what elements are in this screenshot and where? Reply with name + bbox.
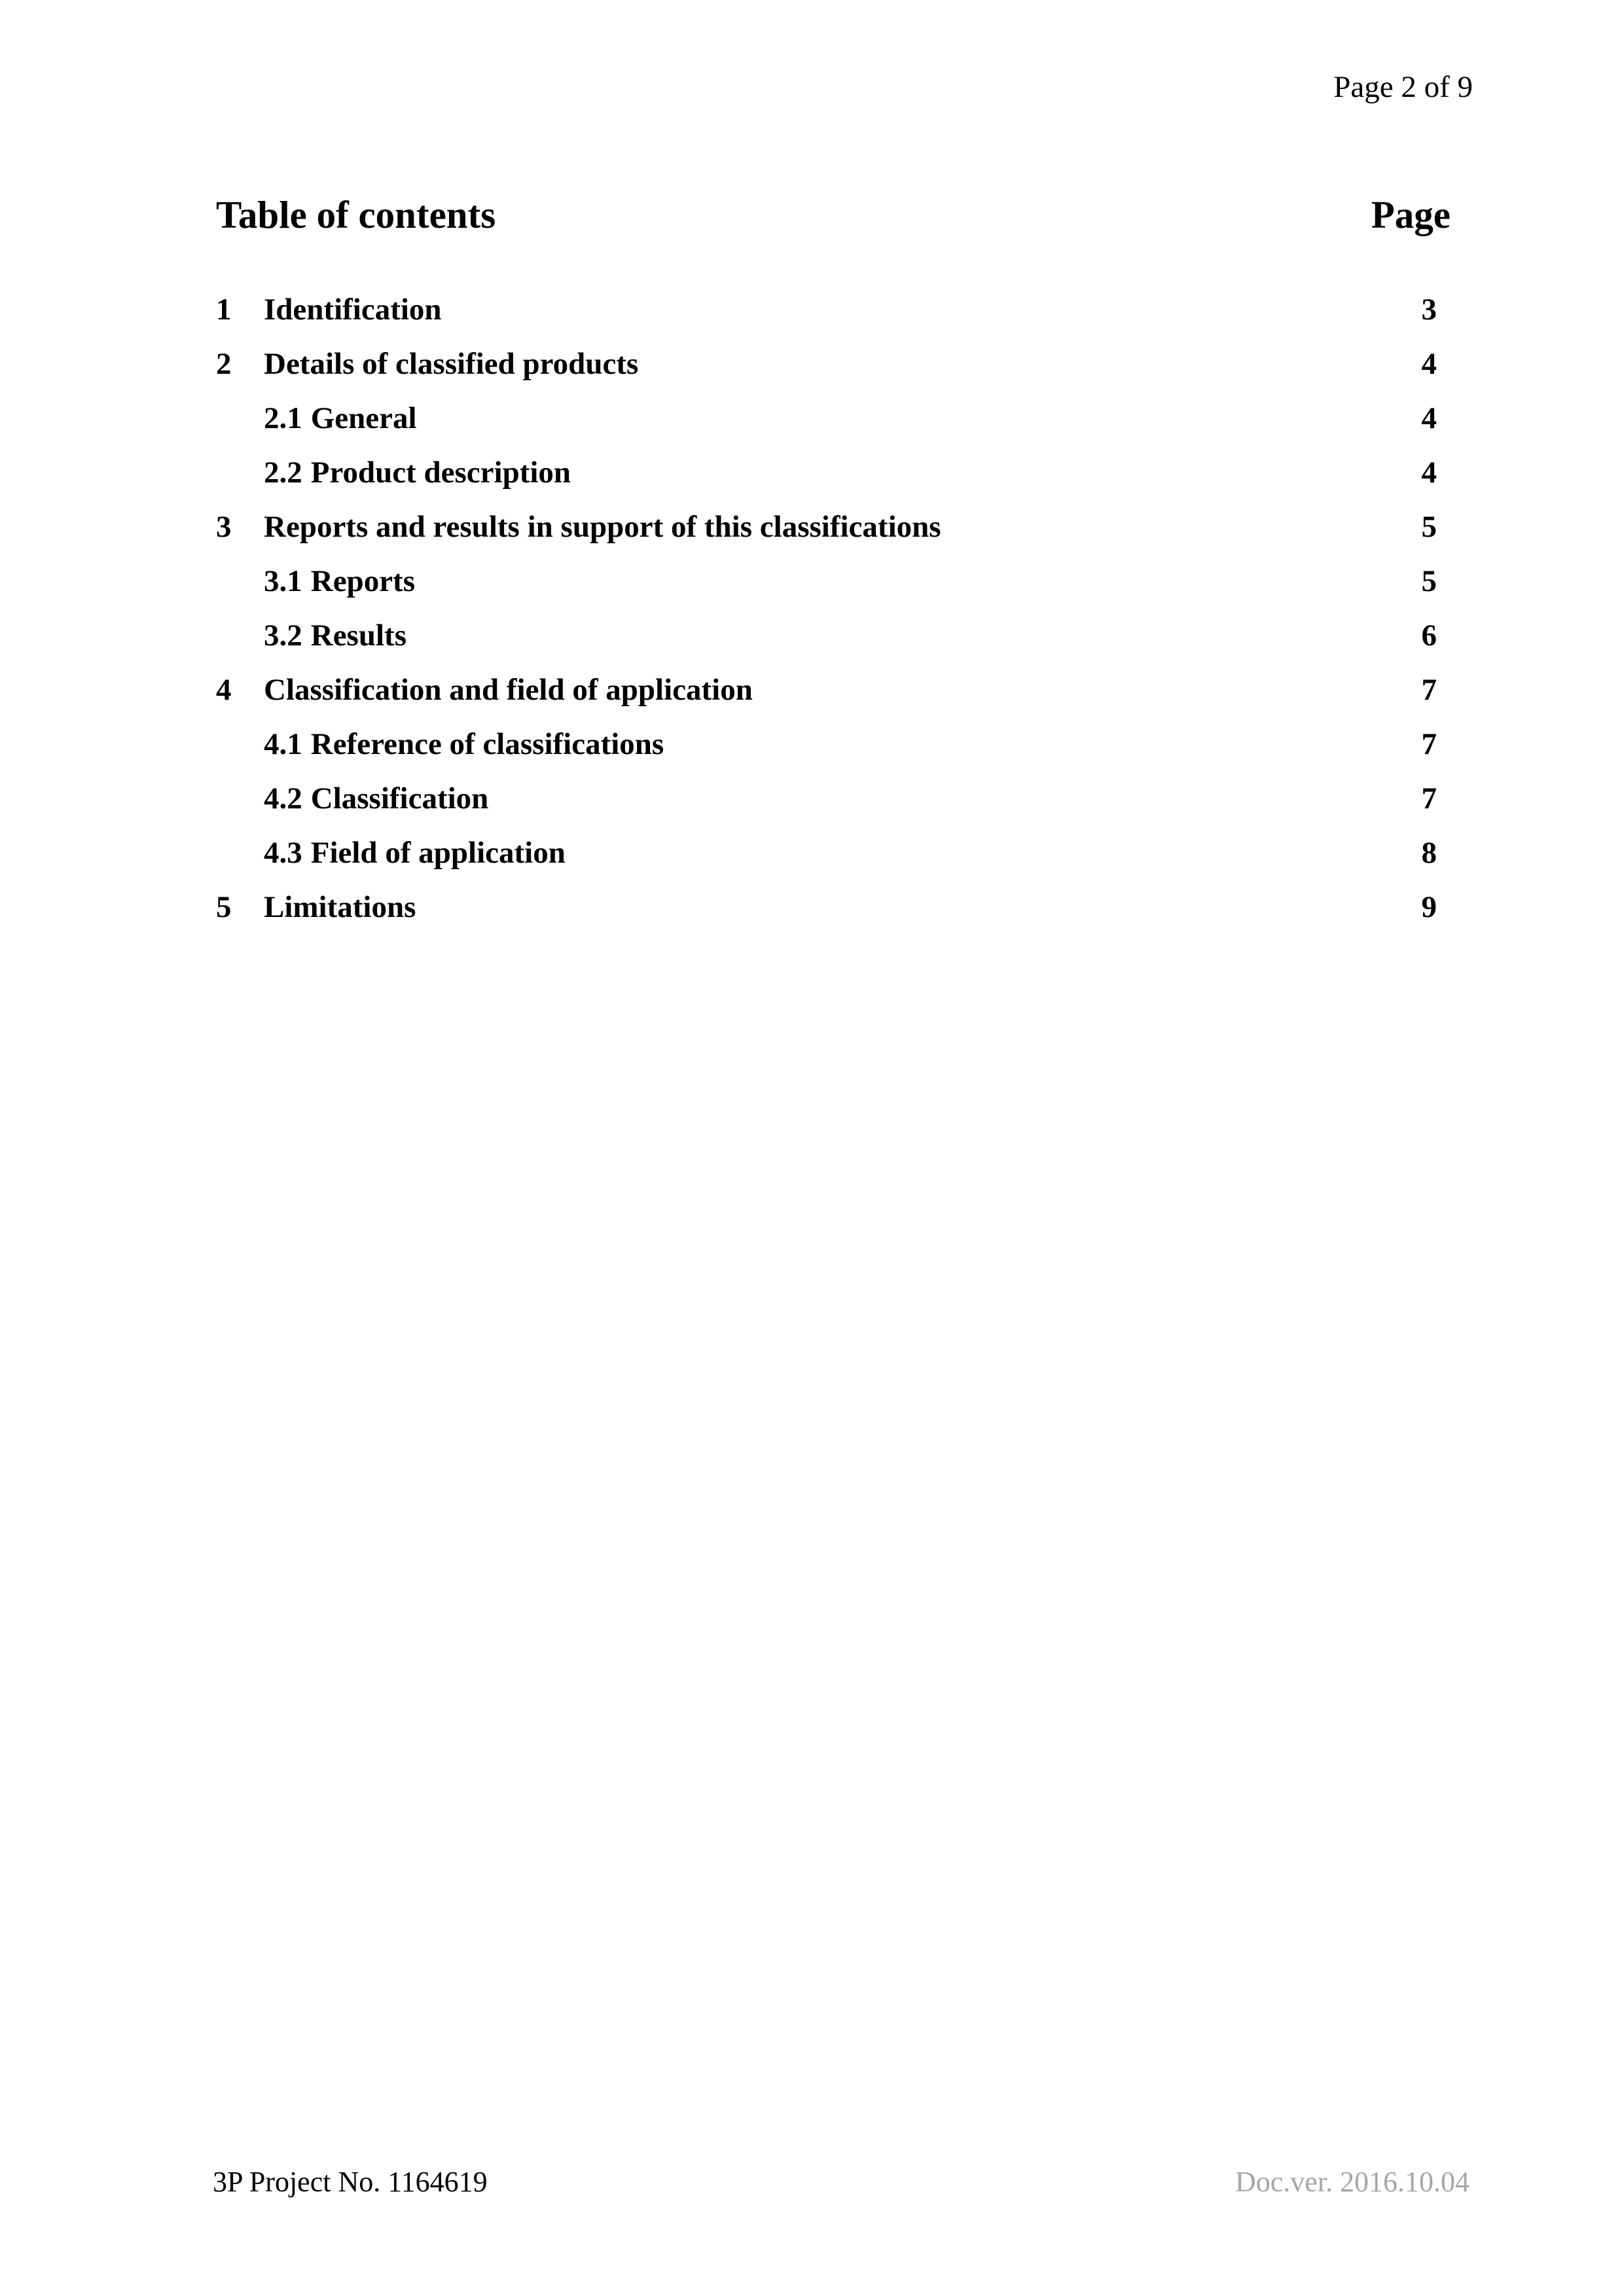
footer-project-number: 3P Project No. 1164619 — [213, 2166, 488, 2198]
toc-entry-title: Reports — [310, 564, 415, 598]
toc-entry-page: 5 — [1421, 564, 1437, 598]
toc-title: Table of contents — [216, 193, 496, 236]
toc-entry — [216, 880, 1466, 934]
toc-entry — [216, 825, 1466, 880]
toc-entry-title: Limitations — [264, 889, 416, 924]
toc-entry-number: 2.2 — [264, 455, 302, 490]
toc-entry — [216, 391, 1466, 445]
toc-entry-page: 5 — [1421, 509, 1437, 544]
toc-entry-number: 3.2 — [264, 618, 302, 653]
toc-header — [216, 192, 1466, 238]
toc-entry — [216, 608, 1466, 662]
toc-entry-title: Product description — [310, 455, 571, 490]
page-number-indicator: Page 2 of 9 — [1333, 70, 1473, 104]
toc-entry-title: Field of application — [310, 835, 566, 870]
toc-entry — [216, 771, 1466, 825]
toc-entry — [216, 445, 1466, 499]
toc-entry — [216, 717, 1466, 771]
toc-entry-title: Classification and field of application — [264, 672, 753, 707]
toc-entry-title: Details of classified products — [264, 346, 639, 381]
toc-entry-page: 7 — [1421, 726, 1437, 761]
toc-entry-number: 1 — [216, 292, 232, 327]
toc-entry-page: 6 — [1421, 618, 1437, 653]
toc-entry-title: Classification — [310, 781, 489, 816]
toc-list — [216, 282, 1466, 934]
toc-entry-title: Reference of classifications — [310, 726, 664, 761]
toc-entry — [216, 499, 1466, 554]
toc-entry-number: 5 — [216, 889, 232, 924]
toc-entry — [216, 554, 1466, 608]
toc-entry-number: 4.1 — [264, 726, 302, 761]
toc-entry — [216, 336, 1466, 391]
toc-entry-title: Results — [310, 618, 406, 653]
toc-entry — [216, 662, 1466, 717]
toc-entry — [216, 282, 1466, 336]
toc-entry-title: Reports and results in support of this classifications — [264, 509, 941, 544]
page-footer — [213, 2165, 1470, 2198]
toc-entry-page: 3 — [1421, 292, 1437, 327]
toc-entry-page: 8 — [1421, 835, 1437, 870]
page-column-label: Page — [1371, 193, 1451, 236]
toc-entry-page: 4 — [1421, 346, 1437, 381]
toc-entry-title: General — [310, 401, 417, 435]
toc-entry-page: 9 — [1421, 889, 1437, 924]
toc-entry-page: 4 — [1421, 401, 1437, 435]
toc-entry-number: 4.3 — [264, 835, 302, 870]
toc-entry-number: 2 — [216, 346, 232, 381]
toc-entry-number: 4.2 — [264, 781, 302, 816]
toc-entry-number: 3 — [216, 509, 232, 544]
toc-entry-number: 2.1 — [264, 401, 302, 435]
toc-entry-title: Identification — [264, 292, 442, 327]
toc-entry-number: 3.1 — [264, 564, 302, 598]
toc-entry-page: 4 — [1421, 455, 1437, 490]
footer-doc-version: Doc.ver. 2016.10.04 — [1235, 2166, 1470, 2198]
toc-entry-number: 4 — [216, 672, 232, 707]
toc-entry-page: 7 — [1421, 781, 1437, 816]
toc-entry-page: 7 — [1421, 672, 1437, 707]
